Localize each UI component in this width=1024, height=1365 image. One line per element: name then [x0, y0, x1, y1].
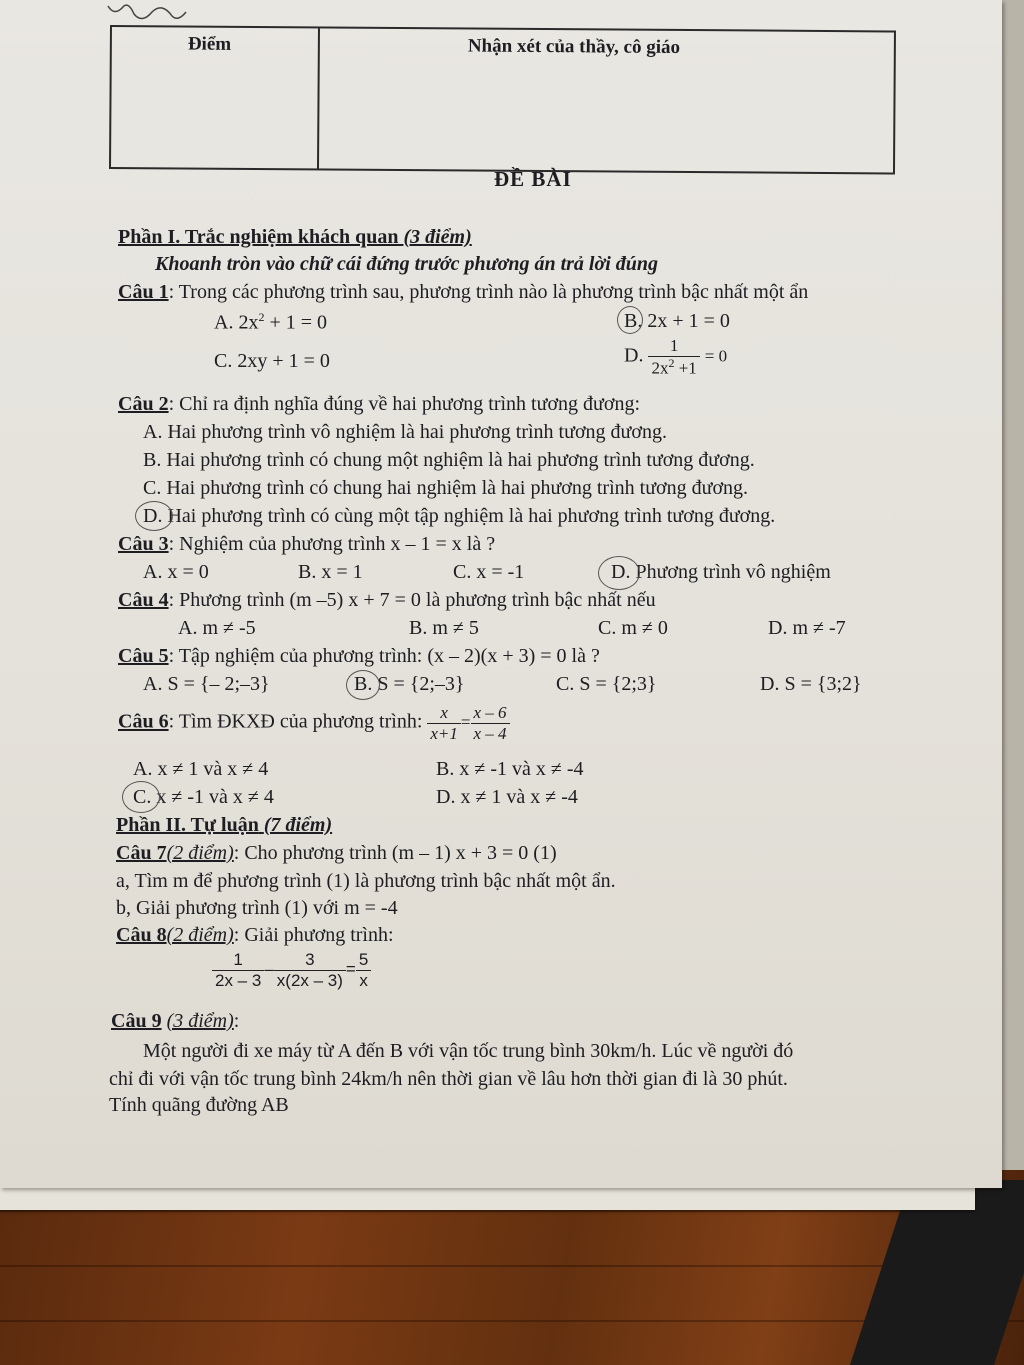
q2-answer-circle — [135, 501, 173, 531]
q2-stem — [118, 393, 640, 416]
q9-label: Câu 9 — [111, 1010, 162, 1032]
q5-option-c: C. S = {2;3} — [556, 673, 657, 695]
q8-fraction-1 — [212, 950, 264, 990]
q1-option-a — [214, 310, 327, 335]
q6-fraction-right — [471, 703, 510, 743]
q4-text: : Phương trình (m –5) x + 7 = 0 là phương trình bậc nhất nếu — [168, 589, 656, 611]
q5-stem — [118, 645, 600, 668]
q5-text: : Tập nghiệm của phương trình: (x – 2)(x + 3) = 0 là ? — [168, 645, 600, 667]
q7-label: Câu 7 — [116, 842, 167, 864]
q6-f1-den: x+1 — [427, 723, 461, 744]
q7-points: (2 điểm) — [166, 842, 234, 864]
q6-f1-num: x — [440, 703, 448, 722]
handwritten-scribble — [100, 0, 220, 28]
q6-f2-den: x – 4 — [471, 723, 510, 744]
q1-d-den-post: +1 — [674, 358, 697, 378]
q1-d-eq: = 0 — [704, 346, 728, 366]
q3-text: : Nghiệm của phương trình x – 1 = x là ? — [168, 533, 496, 555]
q2-label: Câu 2 — [118, 393, 169, 415]
q1-answer-circle — [617, 306, 643, 334]
q8-label: Câu 8 — [116, 924, 167, 946]
q2-option-a: A. Hai phương trình vô nghiệm là hai phương trình tương đương. — [143, 421, 667, 443]
q8-text: : Giải phương trình: — [233, 924, 394, 946]
q1-d-den — [648, 356, 699, 378]
q1-option-d — [624, 336, 727, 378]
q6-eq: = — [460, 712, 471, 732]
q1-a-sup: 2 — [258, 310, 265, 324]
part2-heading-text: Phần II. Tự luận — [116, 814, 259, 836]
part1-points: (3 điểm) — [403, 226, 472, 248]
q1-d-den-sup: 2 — [668, 355, 675, 370]
q8-fraction-2 — [274, 950, 346, 990]
comment-label: Nhận xét của thầy, cô giáo — [467, 35, 681, 58]
q1-d-fraction — [648, 336, 699, 378]
q4-option-c: C. m ≠ 0 — [598, 617, 668, 639]
q3-option-b: B. x = 1 — [298, 561, 363, 583]
q8-f2-den: x(2x – 3) — [274, 970, 346, 991]
q6-text: : Tìm ĐKXĐ của phương trình: — [168, 710, 423, 733]
q8-equation — [212, 950, 371, 990]
q6-fraction-left — [427, 703, 461, 743]
q1-text: : Trong các phương trình sau, phương trình nào là phương trình bậc nhất một ẩn — [168, 281, 809, 303]
part2-points: (7 điểm) — [263, 814, 333, 836]
q1-d-label: D. — [624, 344, 644, 367]
q1-d-den-pre: 2x — [651, 358, 669, 378]
grading-box-divider — [317, 28, 320, 168]
q8-f3-num: 5 — [358, 950, 369, 969]
q6-option-b: B. x ≠ -1 và x ≠ -4 — [436, 758, 584, 780]
q8-minus: – — [264, 959, 274, 979]
q7-text: : Cho phương trình (m – 1) x + 3 = 0 (1) — [233, 842, 557, 864]
q6-label: Câu 6 — [118, 710, 169, 733]
q1-label: Câu 1 — [118, 281, 169, 303]
q2-option-b: B. Hai phương trình có chung một nghiệm là hai phương trình tương đương. — [143, 449, 755, 471]
q3-option-d: D. Phương trình vô nghiệm — [611, 561, 831, 583]
q8-f1-num: 1 — [233, 950, 243, 969]
q9-line-3: Tính quãng đường AB — [109, 1094, 289, 1116]
q1-stem — [118, 281, 808, 304]
q9-stem — [111, 1010, 239, 1033]
q6-option-a: A. x ≠ 1 và x ≠ 4 — [133, 758, 269, 780]
q4-option-b: B. m ≠ 5 — [409, 617, 479, 639]
q2-option-c: C. Hai phương trình có chung hai nghiệm là hai phương trình tương đương. — [143, 477, 749, 499]
q9-colon: : — [233, 1010, 240, 1032]
q8-f1-den: 2x – 3 — [212, 970, 264, 991]
q3-answer-circle — [598, 556, 640, 590]
q6-f2-num: x – 6 — [473, 703, 507, 722]
q5-option-a: A. S = {– 2;–3} — [143, 673, 270, 695]
q8-points: (2 điểm) — [166, 924, 234, 946]
part1-heading — [118, 226, 472, 249]
q3-option-c: C. x = -1 — [453, 561, 525, 583]
q5-option-b: B. S = {2;–3} — [354, 673, 465, 695]
q3-label: Câu 3 — [118, 533, 169, 555]
q5-answer-circle — [346, 670, 380, 700]
q1-option-c: C. 2xy + 1 = 0 — [214, 350, 330, 372]
q6-stem — [118, 703, 510, 743]
grading-box — [109, 25, 896, 174]
score-label: Điểm — [187, 33, 232, 55]
q6-answer-circle — [122, 781, 160, 813]
q1-d-num: 1 — [669, 336, 679, 355]
part1-instruction: Khoanh tròn vào chữ cái đứng trước phương án trả lời đúng — [155, 253, 659, 275]
q7-part-a: a, Tìm m để phương trình (1) là phương trình bậc nhất một ẩn. — [116, 870, 616, 892]
q1-a-post: + 1 = 0 — [264, 311, 328, 334]
part1-heading-text: Phần I. Trắc nghiệm khách quan — [118, 226, 399, 248]
q9-line-1: Một người đi xe máy từ A đến B với vận tốc trung bình 30km/h. Lúc về người đó — [143, 1040, 794, 1062]
q4-stem — [118, 589, 656, 612]
q6-option-c: C. x ≠ -1 và x ≠ 4 — [133, 786, 274, 808]
exam-title: ĐỀ BÀI — [494, 167, 572, 191]
q8-eq: = — [345, 959, 356, 979]
q9-line-2: chỉ đi với vận tốc trung bình 24km/h nên thời gian về lâu hơn thời gian đi là 30 phút. — [109, 1068, 788, 1090]
q1-option-b: B. 2x + 1 = 0 — [624, 310, 730, 332]
q5-label: Câu 5 — [118, 645, 169, 667]
q8-fraction-3 — [356, 950, 371, 990]
q8-f2-num: 3 — [305, 950, 315, 969]
q3-option-a: A. x = 0 — [143, 561, 209, 583]
q1-a-pre: A. 2x — [214, 311, 259, 334]
q8-f3-den: x — [356, 970, 371, 991]
q4-label: Câu 4 — [118, 589, 169, 611]
q7-stem — [116, 842, 557, 865]
q2-option-d: D. Hai phương trình có cùng một tập nghiệm là hai phương trình tương đương. — [143, 505, 776, 527]
q4-option-d: D. m ≠ -7 — [768, 617, 846, 639]
q4-option-a: A. m ≠ -5 — [178, 617, 256, 639]
q9-points: (3 điểm) — [166, 1010, 234, 1032]
q8-stem — [116, 924, 394, 947]
q3-stem — [118, 533, 495, 556]
q6-option-d: D. x ≠ 1 và x ≠ -4 — [436, 786, 578, 808]
part2-heading — [116, 814, 332, 837]
right-background — [1002, 0, 1024, 1170]
q5-option-d: D. S = {3;2} — [760, 673, 862, 695]
q7-part-b: b, Giải phương trình (1) với m = -4 — [116, 897, 398, 919]
q2-text: : Chỉ ra định nghĩa đúng về hai phương trình tương đương: — [168, 393, 641, 415]
